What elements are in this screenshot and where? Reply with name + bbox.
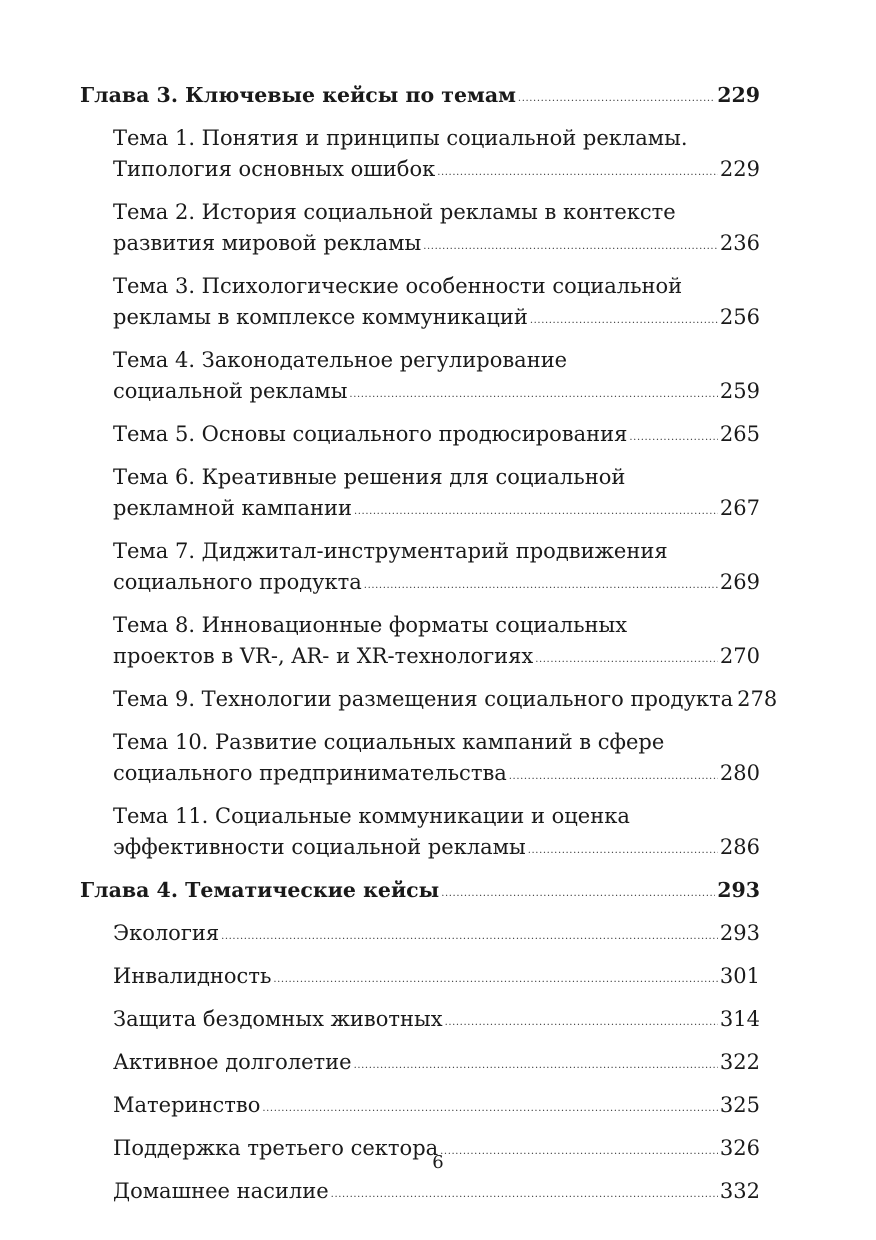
toc-item-title: Инвалидность bbox=[113, 964, 272, 988]
toc-item-title-line1: Тема 2. История социальной рекламы в контексте bbox=[113, 200, 676, 224]
toc-item[interactable] bbox=[113, 727, 760, 793]
toc-item-title-line2: проектов в VR-, AR- и XR-технологиях bbox=[113, 644, 534, 668]
dot-leader bbox=[437, 157, 718, 188]
toc-item-page: 236 bbox=[719, 231, 760, 255]
dot-leader bbox=[273, 964, 718, 995]
toc-item-title-line1: Тема 8. Инновационные форматы социальных bbox=[113, 613, 628, 637]
toc-item-page: 278 bbox=[737, 687, 778, 711]
dot-leader bbox=[221, 921, 718, 952]
toc-chapter-3[interactable] bbox=[80, 80, 760, 115]
table-of-contents bbox=[80, 80, 778, 1211]
toc-item-page: 270 bbox=[719, 644, 760, 668]
toc-item-page: 301 bbox=[719, 964, 760, 988]
toc-item-page: 293 bbox=[719, 921, 760, 945]
toc-item-page: 325 bbox=[719, 1093, 760, 1117]
toc-item-title-line2: социального предпринимательства bbox=[113, 761, 507, 785]
toc-item-title: Экология bbox=[113, 921, 220, 945]
dot-leader bbox=[530, 305, 718, 336]
toc-item-page: 326 bbox=[719, 1136, 760, 1160]
dot-leader bbox=[354, 496, 718, 527]
toc-item-title-line2: эффективности социальной рекламы bbox=[113, 835, 526, 859]
toc-item-title-line2: рекламной кампании bbox=[113, 496, 352, 520]
toc-item-page: 280 bbox=[719, 761, 760, 785]
toc-item-page: 314 bbox=[719, 1007, 760, 1031]
page-number: 6 bbox=[432, 1152, 444, 1173]
toc-item-page: 265 bbox=[719, 422, 760, 446]
toc-item-page: 229 bbox=[719, 157, 760, 181]
toc-item-title: Поддержка третьего сектора bbox=[113, 1136, 439, 1160]
toc-item[interactable] bbox=[113, 123, 760, 189]
chapter-page: 293 bbox=[717, 878, 760, 902]
dot-leader bbox=[528, 835, 718, 866]
toc-item-title: Тема 9. Технологии размещения социального продукта bbox=[113, 687, 734, 711]
toc-item-title: Тема 5. Основы социального продюсирования bbox=[113, 422, 628, 446]
toc-item[interactable] bbox=[113, 1176, 760, 1211]
toc-item-title-line1: Тема 3. Психологические особенности социальной bbox=[113, 274, 683, 298]
toc-item[interactable] bbox=[113, 1004, 760, 1039]
dot-leader bbox=[518, 83, 715, 114]
toc-item-title-line2: развития мировой рекламы bbox=[113, 231, 422, 255]
toc-item[interactable] bbox=[113, 918, 760, 953]
toc-item-page: 269 bbox=[719, 570, 760, 594]
dot-leader bbox=[354, 1050, 718, 1081]
toc-item-page: 332 bbox=[719, 1179, 760, 1203]
toc-item-title: Защита бездомных животных bbox=[113, 1007, 443, 1031]
dot-leader bbox=[331, 1179, 718, 1210]
toc-item-title-line1: Тема 4. Законодательное регулирование bbox=[113, 348, 568, 372]
toc-item-title-line1: Тема 6. Креативные решения для социальной bbox=[113, 465, 626, 489]
dot-leader bbox=[262, 1093, 718, 1124]
dot-leader bbox=[535, 644, 718, 675]
toc-item[interactable] bbox=[113, 1090, 760, 1125]
toc-item-title-line1: Тема 7. Диджитал-инструментарий продвижения bbox=[113, 539, 668, 563]
dot-leader bbox=[629, 422, 718, 453]
toc-item[interactable] bbox=[113, 271, 760, 337]
toc-item-title-line1: Тема 1. Понятия и принципы социальной рекламы. bbox=[113, 126, 688, 150]
toc-item[interactable] bbox=[113, 801, 760, 867]
dot-leader bbox=[423, 231, 718, 262]
toc-item-title: Домашнее насилие bbox=[113, 1179, 329, 1203]
toc-item-page: 267 bbox=[719, 496, 760, 520]
toc-item[interactable] bbox=[113, 345, 760, 411]
toc-item[interactable] bbox=[113, 610, 760, 676]
dot-leader bbox=[364, 570, 718, 601]
toc-item-title: Активное долголетие bbox=[113, 1050, 352, 1074]
toc-item[interactable] bbox=[113, 197, 760, 263]
toc-item-title-line2: социальной рекламы bbox=[113, 379, 348, 403]
chapter-title: Глава 4. Тематические кейсы bbox=[80, 878, 440, 902]
toc-item-page: 259 bbox=[719, 379, 760, 403]
toc-item-page: 286 bbox=[719, 835, 760, 859]
toc-item[interactable] bbox=[113, 961, 760, 996]
dot-leader bbox=[509, 761, 718, 792]
toc-item-title-line2: рекламы в комплексе коммуникаций bbox=[113, 305, 528, 329]
toc-item-page: 256 bbox=[719, 305, 760, 329]
dot-leader bbox=[349, 379, 717, 410]
toc-item-page: 322 bbox=[719, 1050, 760, 1074]
toc-item-title-line2: Типология основных ошибок bbox=[113, 157, 436, 181]
chapter-title: Глава 3. Ключевые кейсы по темам bbox=[80, 83, 516, 107]
toc-item[interactable] bbox=[113, 684, 778, 719]
toc-item-title-line2: социального продукта bbox=[113, 570, 362, 594]
toc-item-title-line1: Тема 11. Социальные коммуникации и оценка bbox=[113, 804, 630, 828]
toc-item[interactable] bbox=[113, 419, 760, 454]
toc-item[interactable] bbox=[113, 1047, 760, 1082]
toc-item[interactable] bbox=[113, 536, 760, 602]
toc-item-title: Материнство bbox=[113, 1093, 261, 1117]
toc-item-title-line1: Тема 10. Развитие социальных кампаний в сфере bbox=[113, 730, 665, 754]
toc-item[interactable] bbox=[113, 462, 760, 528]
dot-leader bbox=[445, 1007, 718, 1038]
toc-chapter-4[interactable] bbox=[80, 875, 760, 910]
dot-leader bbox=[441, 878, 715, 909]
chapter-page: 229 bbox=[717, 83, 760, 107]
